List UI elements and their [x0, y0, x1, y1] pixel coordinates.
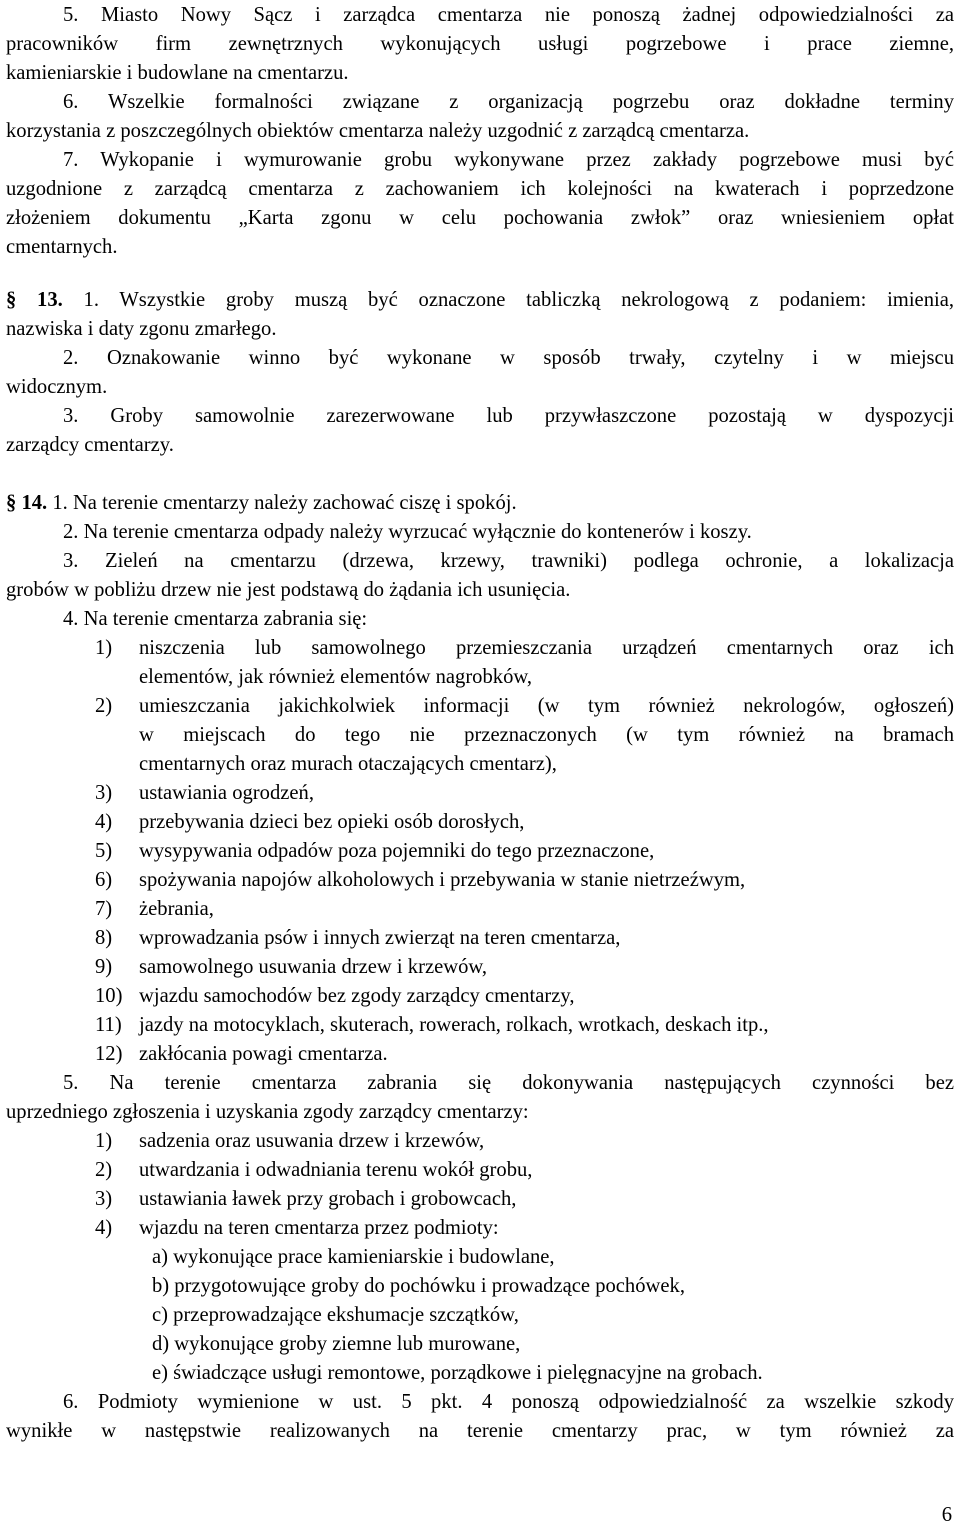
list-number: 11) [95, 1014, 122, 1036]
list-number: 2) [95, 695, 113, 717]
paragraph-line: uzgodnione z zarządcą cmentarza z zachowaniem ich kolejności na kwaterach i poprzedzone [6, 178, 954, 200]
list-item-line: utwardzania i odwadniania terenu wokół grobu, [139, 1159, 533, 1181]
paragraph-line: 2. Oznakowanie winno być wykonane w sposób trwały, czytelny i w miejscu [63, 347, 954, 369]
list-item-line: ustawiania ogrodzeń, [139, 782, 314, 804]
list-number: 4) [95, 1217, 113, 1239]
paragraph-line: 4. Na terenie cmentarza zabrania się: [63, 608, 368, 630]
list-item-line: niszczenia lub samowolnego przemieszczania urządzeń cmentarnych oraz ich [139, 637, 954, 659]
paragraph-line: widocznym. [6, 376, 108, 398]
list-number: 10) [95, 985, 123, 1007]
list-item-line: umieszczania jakichkolwiek informacji (w tym również nekrologów, ogłoszeń) [139, 695, 954, 717]
sub-list-item: e) świadczące usługi remontowe, porządkowe i pielęgnacyjne na grobach. [152, 1362, 763, 1384]
paragraph-line: wynikłe w następstwie realizowanych na terenie cmentarzy prac, w tym również za [6, 1420, 954, 1442]
list-item-line: przebywania dzieci bez opieki osób dorosłych, [139, 811, 525, 833]
list-number: 1) [95, 1130, 113, 1152]
list-number: 9) [95, 956, 113, 978]
list-number: 5) [95, 840, 113, 862]
list-item-line: jazdy na motocyklach, skuterach, rowerach, rolkach, wrotkach, deskach itp., [139, 1014, 769, 1036]
list-item-line: wprowadzania psów i innych zwierząt na teren cmentarza, [139, 927, 621, 949]
paragraph-line: 3. Zieleń na cmentarzu (drzewa, krzewy, trawniki) podlega ochronie, a lokalizacja [63, 550, 954, 572]
paragraph-line: 5. Na terenie cmentarza zabrania się dokonywania następujących czynności bez [63, 1072, 954, 1094]
list-number: 4) [95, 811, 113, 833]
list-item-line: sadzenia oraz usuwania drzew i krzewów, [139, 1130, 485, 1152]
list-number: 6) [95, 869, 113, 891]
list-number: 1) [95, 637, 113, 659]
paragraph-line: cmentarnych. [6, 236, 118, 258]
paragraph-line: korzystania z poszczególnych obiektów cmentarza należy uzgodnić z zarządcą cmentarza. [6, 120, 750, 142]
list-item-line: zakłócania powagi cmentarza. [139, 1043, 388, 1065]
paragraph-line: zarządcy cmentarzy. [6, 434, 174, 456]
paragraph-line: 5. Miasto Nowy Sącz i zarządca cmentarza nie ponoszą żadnej odpowiedzialności za [63, 4, 954, 26]
paragraph-line: złożeniem dokumentu „Karta zgonu w celu pochowania zwłok” oraz wniesieniem opłat [6, 207, 954, 229]
list-item-line: wysypywania odpadów poza pojemniki do tego przeznaczone, [139, 840, 655, 862]
paragraph-line: 3. Groby samowolnie zarezerwowane lub przywłaszczone pozostają w dyspozycji [63, 405, 954, 427]
paragraph-line: 1. Wszystkie groby muszą być oznaczone tabliczką nekrologową z podaniem: imienia, [83, 289, 954, 311]
list-number: 3) [95, 1188, 113, 1210]
sub-list-item: c) przeprowadzające ekshumacje szczątków, [152, 1304, 519, 1326]
paragraph-line: pracowników firm zewnętrznych wykonujących usługi pogrzebowe i prace ziemne, [6, 33, 954, 55]
section-14-heading: § 14. [6, 492, 48, 514]
list-item-line: cmentarnych oraz murach otaczających cmentarz), [139, 753, 557, 775]
list-number: 8) [95, 927, 113, 949]
list-item-line: wjazdu samochodów bez zgody zarządcy cmentarzy, [139, 985, 575, 1007]
section-14-first-line [6, 488, 954, 518]
paragraph-line: 1. Na terenie cmentarzy należy zachować ciszę i spokój. [52, 492, 517, 514]
list-item-line: żebrania, [139, 898, 214, 920]
sub-list-item: b) przygotowujące groby do pochówku i prowadzące pochówek, [152, 1275, 685, 1297]
paragraph-line: 2. Na terenie cmentarza odpady należy wyrzucać wyłącznie do kontenerów i koszy. [63, 521, 752, 543]
list-number: 12) [95, 1043, 123, 1065]
list-item-line: elementów, jak również elementów nagrobków, [139, 666, 533, 688]
paragraph-line: kamieniarskie i budowlane na cmentarzu. [6, 62, 349, 84]
paragraph-line: 6. Podmioty wymienione w ust. 5 pkt. 4 ponoszą odpowiedzialność za wszelkie szkody [63, 1391, 954, 1413]
section-13-first-line [6, 285, 954, 315]
list-item-line: samowolnego usuwania drzew i krzewów, [139, 956, 488, 978]
paragraph-line: uprzedniego zgłoszenia i uzyskania zgody zarządcy cmentarzy: [6, 1101, 529, 1123]
paragraph-line: nazwiska i daty zgonu zmarłego. [6, 318, 277, 340]
page-number: 6 [941, 1504, 952, 1526]
list-number: 7) [95, 898, 113, 920]
sub-list-item: d) wykonujące groby ziemne lub murowane, [152, 1333, 521, 1355]
list-item-line: wjazdu na teren cmentarza przez podmioty: [139, 1217, 499, 1239]
paragraph-line: 7. Wykopanie i wymurowanie grobu wykonywane przez zakłady pogrzebowe musi być [63, 149, 954, 171]
paragraph-line: 6. Wszelkie formalności związane z organizacją pogrzebu oraz dokładne terminy [63, 91, 954, 113]
list-number: 3) [95, 782, 113, 804]
sub-list-item: a) wykonujące prace kamieniarskie i budowlane, [152, 1246, 555, 1268]
list-item-line: spożywania napojów alkoholowych i przebywania w stanie nietrzeźwym, [139, 869, 746, 891]
section-13-heading: § 13. [6, 289, 63, 311]
list-item-line: w miejscach do tego nie przeznaczonych (w tym również na bramach [139, 724, 954, 746]
list-number: 2) [95, 1159, 113, 1181]
paragraph-line: grobów w pobliżu drzew nie jest podstawą do żądania ich usunięcia. [6, 579, 571, 601]
list-item-line: ustawiania ławek przy grobach i grobowcach, [139, 1188, 517, 1210]
